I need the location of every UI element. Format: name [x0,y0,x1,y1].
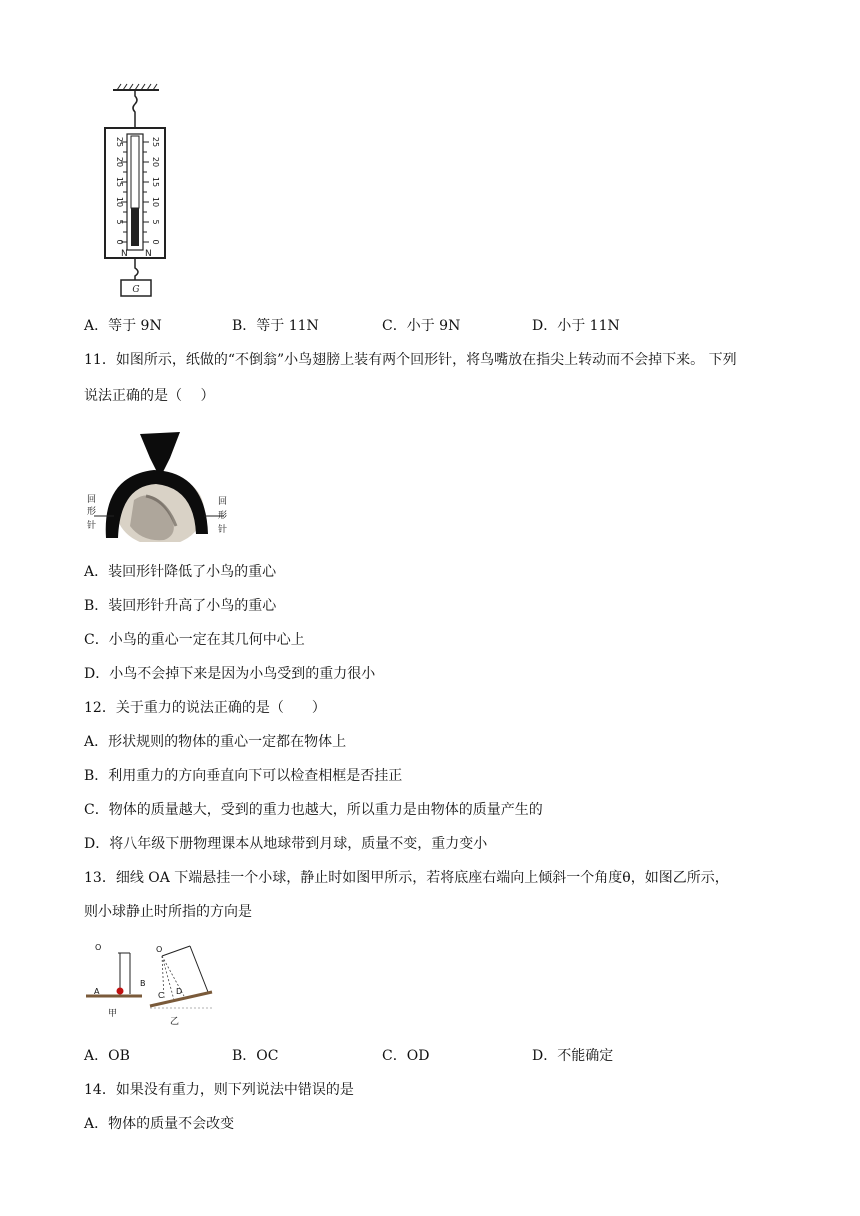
q10-option-b[interactable]: B．等于 11N [232,318,319,334]
scale-right-15: 15 [151,176,160,188]
q13-option-a[interactable]: A．OB [84,1048,130,1064]
q11-option-a[interactable]: A．装回形针降低了小鸟的重心 [84,564,277,580]
jia-label-O: O [95,943,102,952]
scale-left-25: 25 [115,136,124,148]
scale-right-0: 0 [151,239,160,245]
q12-option-a[interactable]: A．形状规则的物体的重心一定都在物体上 [84,734,347,750]
yi-label-B: B [140,979,146,988]
jia-label-A: A [94,987,100,996]
weight-label: G [132,285,140,295]
q13-stem-line1: 13．细线 OA 下端悬挂一个小球，静止时如图甲所示，若将底座右端向上倾斜一个角度θ，如图乙所示， [84,870,729,886]
clip-label-left-1: 回 [87,495,97,505]
clip-label-right-2: 形 [218,511,228,521]
clip-label-right-3: 针 [218,525,228,535]
scale-left-5: 5 [115,219,124,225]
clip-label-left-3: 针 [87,521,97,531]
scale-right-20: 20 [151,156,160,168]
q12-option-d[interactable]: D．将八年级下册物理课本从地球带到月球，质量不变，重力变小 [84,836,488,852]
tumbler-bird-figure [84,430,234,542]
q10-option-d[interactable]: D．小于 11N [532,318,620,334]
clip-label-right-1: 回 [218,497,228,507]
unit-right: N [145,249,152,259]
q11-stem-line2: 说法正确的是（ ） [84,388,215,404]
scale-right-5: 5 [151,219,160,225]
q14-option-a[interactable]: A．物体的质量不会改变 [84,1116,235,1132]
scale-left-20: 20 [115,156,124,168]
q13-option-b[interactable]: B．OC [232,1048,279,1064]
q10-option-a[interactable]: A．等于 9N [84,318,162,334]
scale-right-10: 10 [151,196,160,208]
jia-caption: 甲 [108,1009,118,1019]
q14-stem: 14．如果没有重力，则下列说法中错误的是 [84,1082,354,1098]
q10-option-c[interactable]: C．小于 9N [382,318,461,334]
scale-left-15: 15 [115,176,124,188]
scale-left-10: 10 [115,196,124,208]
q12-option-b[interactable]: B．利用重力的方向垂直向下可以检查相框是否挂正 [84,768,403,784]
q13-stem-line2: 则小球静止时所指的方向是 [84,904,252,920]
scale-right-25: 25 [151,136,160,148]
q13-option-d[interactable]: D．不能确定 [532,1048,614,1064]
q11-option-d[interactable]: D．小鸟不会掉下来是因为小鸟受到的重力很小 [84,666,376,682]
pendulum-figure [84,936,234,1036]
q11-option-b[interactable]: B．装回形针升高了小鸟的重心 [84,598,277,614]
unit-left: N [121,249,128,259]
q11-option-c[interactable]: C．小鸟的重心一定在其几何中心上 [84,632,305,648]
q12-option-c[interactable]: C．物体的质量越大，受到的重力也越大，所以重力是由物体的质量产生的 [84,802,543,818]
spring-scale-figure [95,82,175,302]
scale-left-0: 0 [115,239,124,245]
q13-option-c[interactable]: C．OD [382,1048,430,1064]
yi-label-O: O [156,945,163,954]
yi-label-C: C [158,991,164,1000]
yi-label-D: D [176,987,183,996]
yi-caption: 乙 [170,1017,180,1027]
q11-stem-line1: 11．如图所示，纸做的“不倒翁”小鸟翅膀上装有两个回形针，将鸟嘴放在指尖上转动而不会掉下来。 下列 [84,352,737,368]
q12-stem: 12．关于重力的说法正确的是（ ） [84,700,326,716]
clip-label-left-2: 形 [87,507,97,517]
